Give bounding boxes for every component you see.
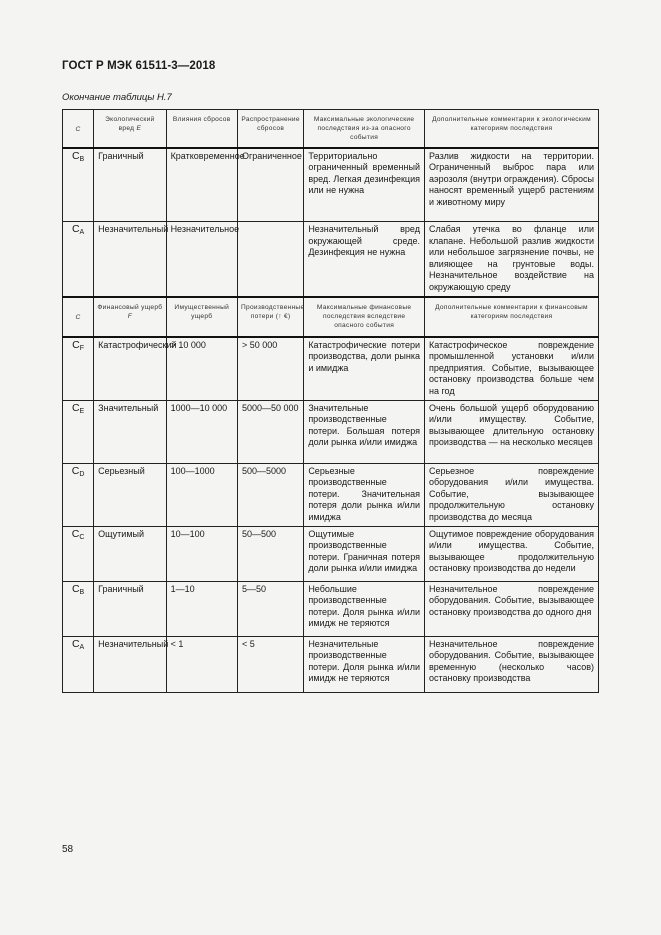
table-row <box>63 463 599 526</box>
comment-cell: Разлив жидкости на территории. Ограниченный выброс пара или аэрозоля (внутри ограждения). Сбросы наносят временный ущерб растениям и животному миру <box>424 148 598 222</box>
class-cell: $C_B$ <box>63 148 94 222</box>
property-cell: 1—10 <box>166 581 237 636</box>
env-header-severity: Экологический вред E <box>94 110 166 148</box>
consequence-cell: Значительные производственные потери. Большая потеря доли рынка и/или имиджа <box>304 400 425 463</box>
env-header-spread: Распространение сбросов <box>237 110 303 148</box>
table-row <box>63 148 599 222</box>
comment-cell: Незначительное повреждение оборудования. Событие, вызывающее временную (несколько часов) остановку производства <box>424 636 598 692</box>
consequence-cell: Катастрофические потери производства, доли рынка и имиджа <box>304 337 425 400</box>
consequence-cell: Небольшие производственные потери. Доля рынка и/или имидж не теряются <box>304 581 425 636</box>
comment-cell: Слабая утечка во фланце или клапане. Небольшой разлив жидкости или небольшое загрязнение почвы, не влияющее на грунтовые воды. Незначительное воздействие на окружающую среду <box>424 222 598 297</box>
property-cell: 10—100 <box>166 526 237 581</box>
losses-cell: 5000—50 000 <box>237 400 303 463</box>
comment-cell: Ощутимое повреждение оборудования и/или имущества. Событие, вызывающее продолжительную остановку производства до недели <box>424 526 598 581</box>
consequence-cell: Территориально ограниченный временный вред. Легкая дезинфекция или не нужна <box>304 148 425 222</box>
env-header-comments: Дополнительные комментарии к экологическим категориям последствия <box>424 110 598 148</box>
severity-cell: Значительный <box>94 400 166 463</box>
comment-cell: Катастрофическое повреждение промышленной установки и/или предприятия. Событие, вызывающее остановку производства больше чем на год <box>424 337 598 400</box>
comment-cell: Серьезное повреждение оборудования и/или имущества. Событие, вызывающее продолжительную остановку производства до месяца <box>424 463 598 526</box>
table-caption: Окончание таблицы Н.7 <box>62 92 172 103</box>
fin-header-c: C <box>63 297 94 337</box>
losses-cell: > 50 000 <box>237 337 303 400</box>
severity-cell: Серьезный <box>94 463 166 526</box>
consequence-cell: Ощутимые производственные потери. Граничная потеря доли рынка и/или имиджа <box>304 526 425 581</box>
consequence-table <box>62 109 599 693</box>
losses-cell: 5—50 <box>237 581 303 636</box>
losses-cell: 500—5000 <box>237 463 303 526</box>
losses-cell: < 5 <box>237 636 303 692</box>
class-cell: $C_B$ <box>63 581 94 636</box>
severity-cell: Незначительный <box>94 222 166 297</box>
class-cell: $C_E$ <box>63 400 94 463</box>
losses-cell: 50—500 <box>237 526 303 581</box>
consequence-cell: Незначительный вред окружающей среде. Дезинфекция не нужна <box>304 222 425 297</box>
class-cell: $C_C$ <box>63 526 94 581</box>
spread-cell <box>237 222 303 297</box>
property-cell: 100—1000 <box>166 463 237 526</box>
fin-header-max-consequences: Максимальные финансовые последствия вследствие опасного события <box>304 297 425 337</box>
property-cell: 1000—10 000 <box>166 400 237 463</box>
comment-cell: Незначительное повреждение оборудования. Событие, вызывающее остановку производства до одного дня <box>424 581 598 636</box>
class-cell: $C_A$ <box>63 222 94 297</box>
consequence-cell: Незначительные производственные потери. Доля рынка и/или имидж не теряются <box>304 636 425 692</box>
env-header-releases: Влияния сбросов <box>166 110 237 148</box>
severity-cell: Граничный <box>94 148 166 222</box>
consequence-cell: Серьезные производственные потери. Значительная потеря доли рынка и/или имиджа <box>304 463 425 526</box>
property-cell: > 10 000 <box>166 337 237 400</box>
severity-cell: Граничный <box>94 581 166 636</box>
spread-cell: Ограниченное <box>237 148 303 222</box>
comment-cell: Очень большой ущерб оборудованию и/или имуществу. Событие, вызывающее длительную остановку производства — на несколько месяцев <box>424 400 598 463</box>
severity-cell: Ощутимый <box>94 526 166 581</box>
table-row <box>63 222 599 297</box>
severity-cell: Катастрофический <box>94 337 166 400</box>
fin-header-severity: Финансовый ущерб F <box>94 297 166 337</box>
env-header-c: C <box>63 110 94 148</box>
fin-header-comments: Дополнительные комментарии к финансовым категориям последствия <box>424 297 598 337</box>
table-row <box>63 581 599 636</box>
fin-header-row <box>63 297 599 337</box>
table-row <box>63 400 599 463</box>
document-title: ГОСТ Р МЭК 61511-3—2018 <box>62 60 216 72</box>
table-row <box>63 526 599 581</box>
releases-cell: Кратковременное <box>166 148 237 222</box>
page-number: 58 <box>62 844 74 855</box>
table-row <box>63 636 599 692</box>
fin-header-losses: Производственные потери (↑ €) <box>237 297 303 337</box>
releases-cell: Незначительное <box>166 222 237 297</box>
class-cell: $C_F$ <box>63 337 94 400</box>
class-cell: $C_A$ <box>63 636 94 692</box>
property-cell: < 1 <box>166 636 237 692</box>
class-cell: $C_D$ <box>63 463 94 526</box>
table-row <box>63 337 599 400</box>
fin-header-property: Имущественный ущерб <box>166 297 237 337</box>
severity-cell: Незначительный <box>94 636 166 692</box>
env-header-max-consequences: Максимальные экологические последствия из-за опасного события <box>304 110 425 148</box>
env-header-row <box>63 110 599 148</box>
